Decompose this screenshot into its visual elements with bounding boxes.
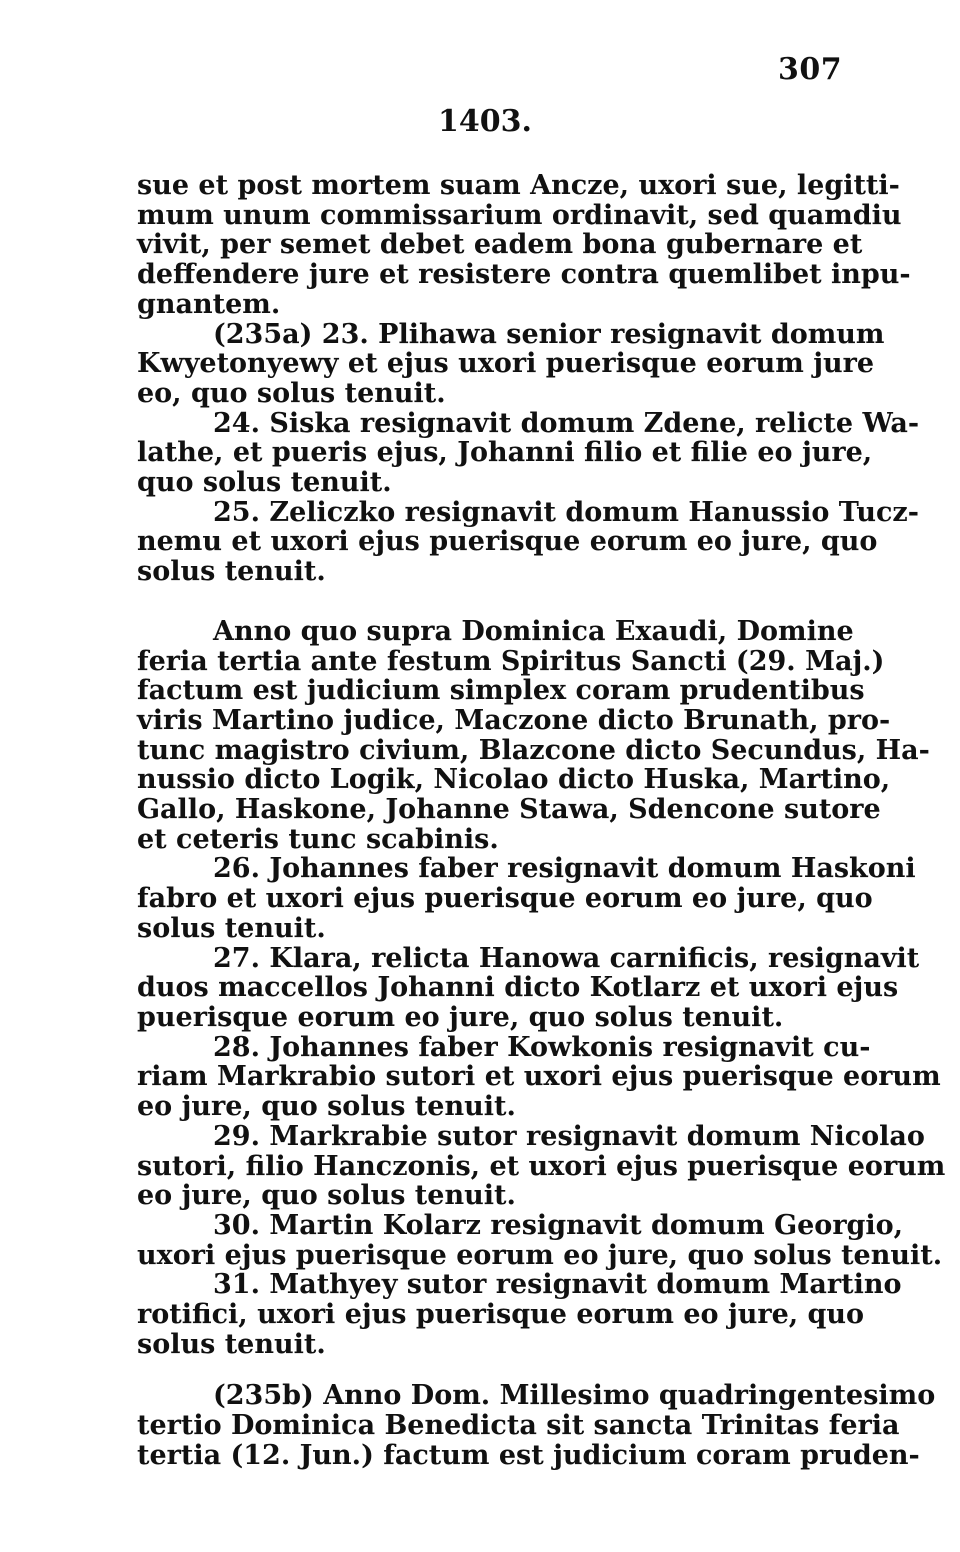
text-line: sutori, filio Hanczonis, et uxori ejus puerisque eorum (137, 1150, 946, 1182)
text-line: viris Martino judice, Maczone dicto Brunath, pro- (137, 704, 891, 736)
text-line: nussio dicto Logik, Nicolao dicto Huska, Martino, (137, 764, 891, 796)
text-line: factum est judicium simplex coram prudentibus (137, 675, 865, 707)
text-line: sue et post mortem suam Ancze, uxori sue, legitti- (137, 170, 900, 201)
text-line: tertia (12. Jun.) factum est judicium coram pruden- (137, 1439, 920, 1471)
text-line: (235a) 23. Plihawa senior resignavit domum (213, 318, 885, 350)
text-line: solus tenuit. (137, 1328, 326, 1360)
section-gap (137, 1359, 823, 1381)
text-line: fabro et uxori ejus puerisque eorum eo jure, quo (137, 883, 873, 915)
text-line: puerisque eorum eo jure, quo solus tenuit. (137, 1001, 784, 1033)
text-line: 24. Siska resignavit domum Zdene, relicte Wa- (213, 407, 920, 439)
text-line: et ceteris tunc scabinis. (137, 823, 499, 855)
text-line: vivit, per semet debet eadem bona gubernare et (137, 229, 863, 261)
text-line: 30. Martin Kolarz resignavit domum Georgio, (213, 1209, 904, 1241)
text-line: lathe, et pueris ejus, Johanni filio et filie eo jure, (137, 437, 873, 469)
text-line: duos maccellos Johanni dicto Kotlarz et uxori ejus (137, 972, 899, 1004)
text-line: feria tertia ante festum Spiritus Sancti (29. Maj.) (137, 645, 885, 677)
text-line: 27. Klara, relicta Hanowa carnificis, resignavit (213, 942, 920, 974)
text-line: 29. Markrabie sutor resignavit domum Nicolao (213, 1120, 925, 1152)
text-line: eo jure, quo solus tenuit. (137, 1180, 516, 1212)
text-line: solus tenuit. (137, 556, 326, 588)
text-line: tertio Dominica Benedicta sit sancta Trinitas feria (137, 1410, 900, 1442)
section-gap (137, 587, 823, 617)
page-number: 307 (778, 52, 843, 87)
text-line: solus tenuit. (137, 912, 326, 944)
text-line: deffendere jure et resistere contra quemlibet inpu- (137, 259, 911, 291)
text-line: (235b) Anno Dom. Millesimo quadringentesimo (213, 1380, 936, 1412)
text-line: eo, quo solus tenuit. (137, 377, 446, 409)
text-line: 31. Mathyey sutor resignavit domum Martino (213, 1269, 902, 1301)
text-line: 26. Johannes faber resignavit domum Haskoni (213, 853, 916, 885)
text-line: nemu et uxori ejus puerisque eorum eo jure, quo (137, 526, 878, 558)
text-line: gnantem. (137, 288, 281, 320)
text-line: Kwyetonyewy et ejus uxori puerisque eorum jure (137, 348, 875, 380)
text-line: 28. Johannes faber Kowkonis resignavit cu- (213, 1031, 871, 1063)
text-line: uxori ejus puerisque eorum eo jure, quo solus tenuit. (137, 1239, 943, 1271)
document-text (137, 170, 946, 1471)
text-line: rotifici, uxori ejus puerisque eorum eo jure, quo (137, 1299, 865, 1331)
text-line: riam Markrabio sutori et uxori ejus puerisque eorum (137, 1061, 941, 1093)
text-line: eo jure, quo solus tenuit. (137, 1091, 516, 1123)
text-line: mum unum commissarium ordinavit, sed quamdiu (137, 199, 902, 231)
text-line: tunc magistro civium, Blazcone dicto Secundus, Ha- (137, 734, 930, 766)
text-section (137, 1380, 936, 1471)
text-line: 25. Zeliczko resignavit domum Hanussio Tucz- (213, 496, 919, 528)
text-line: Anno quo supra Dominica Exaudi, Domine (213, 615, 854, 647)
year-heading: 1403. (438, 104, 532, 139)
text-section (137, 615, 946, 1360)
text-line: quo solus tenuit. (137, 467, 392, 499)
text-line: Gallo, Haskone, Johanne Stawa, Sdencone sutore (137, 794, 881, 826)
text-section (137, 170, 920, 588)
